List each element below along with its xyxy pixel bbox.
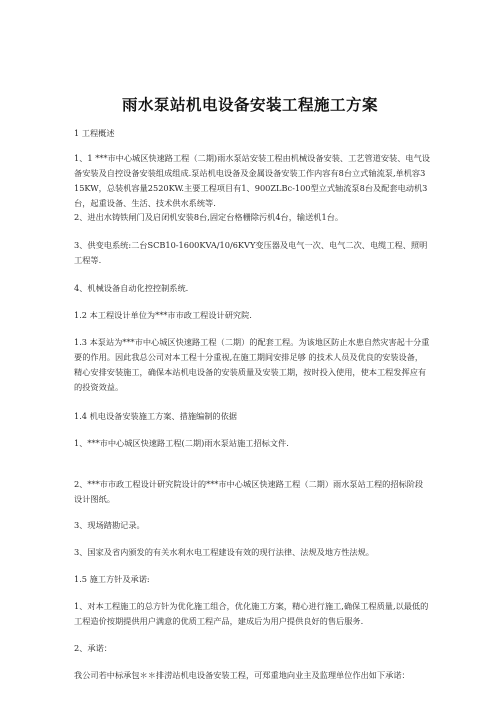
paragraph-basis-4: 3、国家及省内颁发的有关水利水电工程建设有效的现行法律、法规及地方性法规。: [74, 547, 374, 557]
section-heading-overview: 1 工程概述: [74, 128, 115, 138]
paragraph-commitment-heading: 2、承诺：: [74, 643, 112, 653]
paragraph-commitment: 我公司若中标承包＊＊排涝站机电设备安装工程，可郑重地向业主及监理单位作出如下承诺：: [74, 670, 410, 680]
paragraph-basis-2: 2、***市市政工程设计研究院设计的***市中心城区快速路工程（二期）雨水泵站工程的招标阶段设计图纸。: [74, 479, 424, 504]
document-title: 雨水泵站机电设备安装工程施工方案: [121, 96, 378, 114]
section-heading-designer: 1.2 本工程设计单位为***市市政工程设计研究院.: [74, 310, 252, 320]
section-heading-policy: 1.5 施工方针及承诺:: [74, 574, 150, 584]
paragraph-gates: 2、进出水铸铁闸门及启闭机安装8台,固定台格栅除污机4台，输送机1台。: [74, 212, 344, 222]
paragraph-policy: 1、对本工程施工的总方针为优化施工组合，优化施工方案，精心进行施工,确保工程质量,以最低的工程造价按期提供用户满意的优质工程产品，建成后为用户提供良好的售后服务.: [74, 601, 429, 626]
paragraph-basis-3: 3、现场踏勘记录。: [74, 520, 145, 530]
paragraph-project-description: 1、1 ***市中心城区快速路工程（二期)雨水泵站安装工程由机械设备安装、工艺管道安装、电气设备安装及自控设备安装组成组成.泵站机电设备及金属设备安装工作内容有8台立式轴流泵,单机容315KW，总装机容量2520KW.主要工程项目有1、900ZLBc-100型立式轴流泵8台及配套电动机3 台，起重设备、生活、技术供水系统等.: [74, 153, 430, 208]
section-heading-basis: 1.4 机电设备安装施工方案、措施编制的依据: [74, 411, 237, 421]
paragraph-importance: 1.3 本泵站为***市中心城区快速路工程（二期）的配套工程。为该地区防止水患自然灾害起十分重要的作用。因此我总公司对本工程十分重视,在施工期间安排足够 的技术人员及优良的安装设备，精心安排安装施工，确保本站机电设备的安装质量及安装工期，按时投入使用，使本工程发挥应有的投资效益。: [74, 337, 430, 392]
paragraph-power-system: 3、供变电系统:二台SCB10-1600KVA/10/6KVY变压器及电气一次、电气二次、电缆工程、照明工程等.: [74, 240, 428, 265]
paragraph-basis-1: 1、***市中心城区快速路工程(二期)雨水泵站施工招标文件.: [74, 438, 289, 448]
paragraph-automation: 4、机械设备自动化控控制系统.: [74, 283, 189, 293]
